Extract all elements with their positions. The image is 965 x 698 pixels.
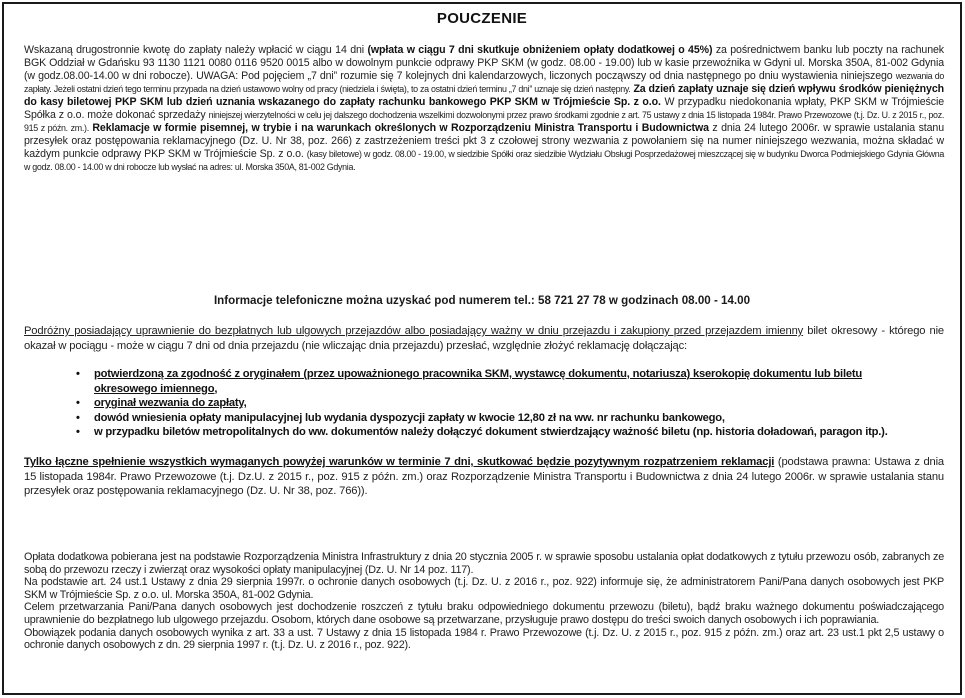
payment-methods-text: za pośrednictwem banku lub poczty na rachunek BGK Oddział w Gdańsku 93 1130 1121 0080 0116 9520 0015 albo w dowolnym punkcie odprawy PKP SKM (w godz. 08.00 - 19.00) lub w kasie przewoźnika w Gdyni ul. Morska 350A, 81-002 Gdynia (w godz.08.00-14.00 w dni robocze).	[24, 44, 944, 82]
list-item-text: dowód wniesienia opłaty manipulacyjnej lub wydania dyspozycji zapłaty w kwocie 12,80 zł na ww. nr rachunku bankowego,	[94, 411, 725, 424]
intro-underlined: Podróżny posiadający uprawnienie do bezpłatnych lub ulgowych przejazdów albo posiadający ważny w dniu przejazdu i zakupiony przed przejazdem imienny	[24, 325, 804, 337]
conditions-lead: Tylko łączne spełnienie wszystkich wymaganych powyżej warunków w terminie 7 dni, skutkować będzie pozytywnym rozpatrzeniem reklamacji	[24, 456, 775, 468]
page-title: POUCZENIE	[436, 10, 528, 27]
phone-info: Informacje telefoniczne można uzyskać pod numerem tel.: 58 721 27 78 w godzinach 08.00 - 14.00	[213, 294, 751, 307]
seven-days-note-detail: wezwania do zapłaty. Jeżeli ostatni dzień tego terminu przypada na dzień ustawowo wolny od pracy (niedziela i święta), to za ostatni dzień terminu „7 dni” uznaje się dzień następny.	[24, 71, 944, 94]
list-item-text: oryginał wezwania do zapłaty,	[94, 397, 247, 410]
bullet-icon: •	[76, 368, 80, 380]
obligation-paragraph: Obowiązek podania danych osobowych wynika z art. 33 a ust. 7 Ustawy z dnia 15 listopada 1984 r. Prawo Przewozowe (t.j. Dz. U. z 2015 r., poz. 915 z późn. zm.) oraz art. 23 ust.1 pkt 2,5 ustawy o ochronie danych osobowych z dn. 29 sierpnia 1997 r. (t.j. Dz. U. z 2016 r., poz. 922).	[24, 626, 944, 652]
bullet-icon: •	[76, 426, 80, 439]
debt-sale-detail: niniejszej wierzytelności w celu jej dalszego dochodzenia wszelkimi dozwolonymi przez prawo środkami zgodnie z art. 75 ustawy z dnia 15 listopada 1984r. Prawo Przewozowe (t.j. Dz. U. z 2015 r., poz. 915 z późn. zm.).	[24, 110, 944, 133]
list-item	[76, 396, 906, 411]
requirements-list	[76, 367, 906, 440]
data-admin-paragraph: Na podstawie art. 24 ust.1 Ustawy z dnia 29 sierpnia 1997r. o ochronie danych osobowych (t.j. Dz. U. z 2016 r., poz. 922) informuje się, że administratorem Pani/Pana danych osobowych jest PKP SKM w Trójmieście Sp. z o.o. ul. Morska 350A, 81-002 Gdynia.	[24, 576, 944, 601]
legal-basis-text: (podstawa prawna: Ustawa z dnia 15 listopada 1984r. Prawo Przewozowe (t.j. Dz.U. z 2015 r., poz. 915 z późn. zm.) oraz Rozporządzenie Ministra Transportu i Budownictwa z dnia 24 lutego 2006r. w sprawie ustalania stanu przesyłek oraz postępowania reklamacyjnego (Dz. U. Nr 38, poz. 766)).	[24, 456, 944, 498]
complaints-heading-text: Reklamacje w formie pisemnej, w trybie i na warunkach określonych w Rozporządzeniu Ministra Transportu i Budownictwa	[92, 122, 709, 134]
payment-date-rule: Za dzień zapłaty uznaje się dzień wpływu środków pieniężnych do kasy biletowej PKP SKM lub dzień uznania wskazanego do zapłaty rachunku bankowego PKP SKM w Trójmieście Sp. z o.o.	[24, 83, 944, 108]
bullet-icon: •	[76, 411, 80, 424]
payment-text: Wskazaną drugostronnie kwotę do zapłaty należy wpłacić w ciągu 14 dni	[24, 44, 368, 56]
complaints-text: z dnia 24 lutego 2006r. w sprawie ustalania stanu przesyłek oraz postępowania reklamacyjnego (Dz. U. Nr 38, poz. 266) z zastrzeżeniem treści pkt 3 z czołowej strony wezwania z powołaniem się na numer niniejszego wezwania, można składać w każdym punkcie odprawy PKP SKM w Trójmieście Sp. z o.o.	[24, 122, 944, 160]
intro-rest: bilet okresowy - którego nie okazał w pociągu - może w ciągu 7 dni od dnia przejazdu (nie wliczając dnia przejazdu) przesłać, względnie złożyć reklamację dołączając:	[24, 325, 944, 352]
complaints-detail: (kasy biletowe) w godz. 08.00 - 19.00, w siedzibie Spółki oraz siedzibie Wydziału Obsługi Posprzedażowej mieszczącej się w budynku Dworca Podmiejskiego Gdynia Główna w godz. 08.00 - 14.00 w dni robocze lub wysłać na adres: ul. Morska 350A, 81-002 Gdynia.	[24, 149, 944, 172]
list-item	[76, 411, 906, 426]
list-item	[76, 425, 906, 440]
discount-note: (wpłata w ciągu 7 dni skutkuje obniżeniem opłaty dodatkowej o 45%)	[367, 44, 713, 56]
notice-frame	[2, 2, 962, 695]
bullet-icon: •	[76, 397, 80, 410]
fee-basis-paragraph: Opłata dodatkowa pobierana jest na podstawie Rozporządzenia Ministra Infrastruktury z dnia 20 stycznia 2005 r. w sprawie sposobu ustalania opłat dodatkowych z tytułu przewozu osób, zabranych ze sobą do przewozu rzeczy i zwierząt oraz wysokości opłaty manipulacyjnej (Dz. U. Nr 14 poz. 117).	[24, 551, 944, 576]
processing-purpose-paragraph: Celem przetwarzania Pani/Pana danych osobowych jest dochodzenie roszczeń z tytułu braku odpowiedniego dokumentu przewozu (biletu), bądź braku ważnego dokumentu poświadczającego uprawnienie do bezpłatnego lub ulgowego przejazdu. Osobom, których dane osobowe są przetwarzane, przysługuje prawo dostępu do treści swoich danych osobowych i ich poprawiania.	[24, 601, 944, 626]
list-item	[76, 367, 906, 396]
payment-instructions	[24, 44, 944, 174]
list-item-text: w przypadku biletów metropolitalnych do ww. dokumentów należy dołączyć dokument stwierdzający ważność biletu (np. historia doładowań, paragon itp.).	[94, 426, 888, 439]
list-item-text: potwierdzoną za zgodność z oryginałem (przez upoważnionego pracownika SKM, wystawcę dokumentu, notariusza) kserokopię dokumentu lub biletu okresowego imiennego,	[94, 368, 863, 395]
debt-sale-text: W przypadku niedokonania wpłaty, PKP SKM w Trójmieście Spółka z o.o. może dokonać sprzedaży	[24, 96, 944, 121]
seven-days-note: UWAGA: Pod pojęciem „7 dni” rozumie się 7 kolejnych dni kalendarzowych, liczonych począwszy od dnia następnego po dniu wystawienia niniejszego	[196, 70, 896, 82]
complaint-requirements-intro	[24, 324, 944, 353]
legal-basis	[24, 455, 944, 499]
data-protection-info	[24, 551, 944, 652]
